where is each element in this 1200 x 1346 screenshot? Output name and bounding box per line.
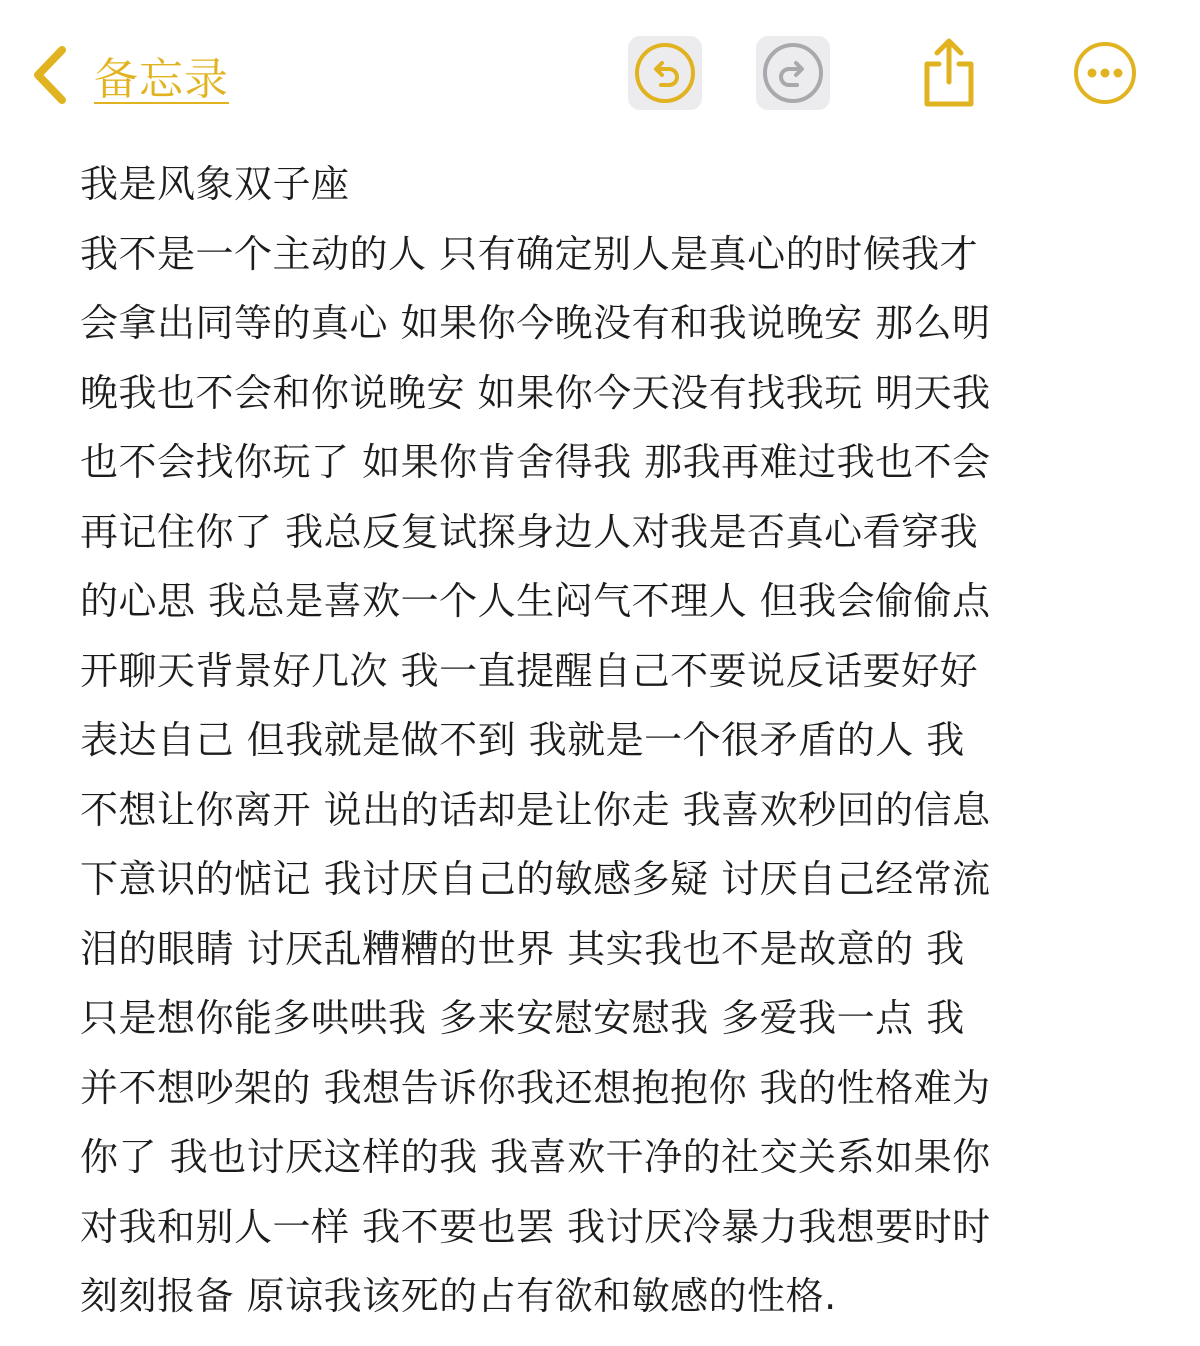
redo-icon — [761, 41, 825, 105]
chevron-left-icon — [30, 44, 70, 106]
note-line: 只是想你能多哄哄我 多来安慰安慰我 多爱我一点 我 — [80, 996, 965, 1040]
redo-button[interactable] — [756, 36, 830, 110]
undo-button[interactable] — [628, 36, 702, 110]
note-line: 会拿出同等的真心 如果你今晚没有和我说晚安 那么明 — [80, 301, 991, 345]
share-button[interactable] — [912, 36, 986, 110]
back-button[interactable] — [30, 40, 229, 110]
note-line: 表达自己 但我就是做不到 我就是一个很矛盾的人 我 — [80, 718, 965, 762]
note-line: 刻刻报备 原谅我该死的占有欲和敏感的性格. — [80, 1274, 837, 1318]
note-line: 再记住你了 我总反复试探身边人对我是否真心看穿我 — [80, 509, 979, 554]
navigation-bar — [0, 0, 1200, 150]
note-line: 下意识的惦记 我讨厌自己的敏感多疑 讨厌自己经常流 — [80, 857, 991, 901]
more-icon — [1072, 40, 1138, 106]
note-line: 晚我也不会和你说晚安 如果你今天没有找我玩 明天我 — [80, 370, 991, 415]
more-button[interactable] — [1068, 36, 1142, 110]
note-line: 不想让你离开 说出的话却是让你走 我喜欢秒回的信息 — [80, 787, 991, 832]
note-line: 我不是一个主动的人 只有确定别人是真心的时候我才 — [80, 231, 979, 276]
note-line: 我是风象双子座 — [80, 162, 350, 206]
note-line: 泪的眼睛 讨厌乱糟糟的世界 其实我也不是故意的 我 — [80, 926, 965, 971]
note-body[interactable] — [80, 150, 1150, 1332]
note-line: 的心思 我总是喜欢一个人生闷气不理人 但我会偷偷点 — [80, 579, 991, 623]
note-line: 也不会找你玩了 如果你肯舍得我 那我再难过我也不会 — [80, 440, 991, 484]
share-icon — [917, 36, 981, 110]
undo-icon — [633, 41, 697, 105]
back-label: 备忘录 — [94, 54, 229, 105]
note-line: 你了 我也讨厌这样的我 我喜欢干净的社交关系如果你 — [80, 1135, 991, 1179]
note-line: 对我和别人一样 我不要也罢 我讨厌冷暴力我想要时时 — [80, 1204, 991, 1249]
note-line: 开聊天背景好几次 我一直提醒自己不要说反话要好好 — [80, 648, 979, 693]
note-line: 并不想吵架的 我想告诉你我还想抱抱你 我的性格难为 — [80, 1065, 991, 1110]
